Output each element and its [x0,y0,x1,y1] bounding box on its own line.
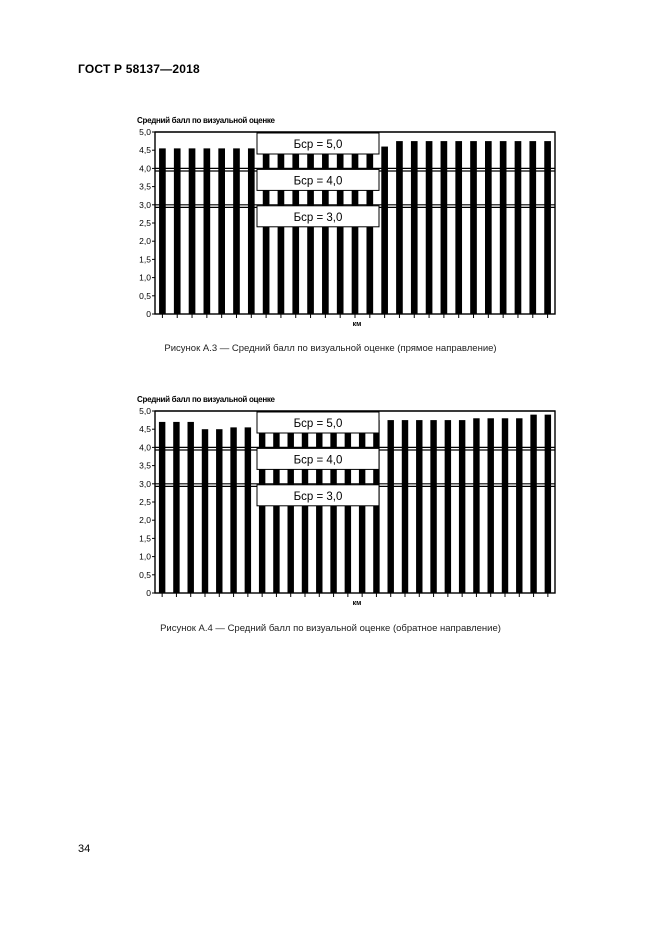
reference-label: Бср = 5,0 [293,139,343,151]
bar [359,420,365,593]
bar [544,141,551,314]
y-tick-label: 4,0 [139,442,151,453]
document-header: ГОСТ Р 58137—2018 [78,62,200,76]
bar [233,148,240,314]
reference-label: Бср = 3,0 [293,490,343,503]
y-tick-label: 3,0 [139,199,151,210]
y-tick-label: 2,5 [139,497,151,507]
bar [396,141,403,314]
bar [174,148,181,314]
chart-title: Средний балл по визуальной оценке [137,116,275,125]
bar [473,418,479,593]
y-tick-label: 1,5 [139,254,151,265]
bar [202,429,208,593]
bar [189,148,196,314]
chart-figure-a4 [130,391,570,607]
y-tick-label: 4,0 [139,163,151,174]
y-tick-label: 0 [146,588,151,598]
bar [488,418,494,593]
y-tick-label: 5,0 [139,127,151,137]
bar [204,148,211,314]
bar [411,141,418,314]
bar [430,420,436,593]
y-tick-label: 0 [146,309,151,319]
chart-title: Средний балл по визуальной оценке [137,395,275,404]
bar [402,420,408,593]
bar [248,148,255,314]
y-tick-label: 0,5 [139,290,151,301]
bar [530,415,536,593]
y-tick-label: 4,5 [139,145,151,156]
y-tick-label: 1,5 [139,533,151,544]
y-tick-label: 2,0 [139,515,151,526]
bar [218,148,225,314]
y-tick-label: 0,5 [139,569,151,580]
bar [516,418,522,593]
y-tick-label: 5,0 [139,406,151,416]
bar [381,147,388,314]
x-axis-label: км [352,600,362,607]
bar [485,141,492,314]
bar [159,148,166,314]
page-number: 34 [78,843,91,855]
reference-label: Бср = 5,0 [293,418,343,430]
bar [455,141,462,314]
bar [416,420,422,593]
bar [500,141,507,314]
x-axis-label: км [352,321,362,328]
figure-caption-a3: Рисунок А.3 — Средний балл по визуальной оценке (прямое направление) [164,343,497,354]
bar [388,420,394,593]
y-tick-label: 1,0 [139,272,151,283]
y-tick-label: 3,0 [139,478,151,489]
bar [230,427,236,593]
y-tick-label: 2,5 [139,218,151,228]
bar [373,420,379,593]
y-tick-label: 3,5 [139,460,151,471]
figure-caption-a4: Рисунок А.4 — Средний балл по визуальной оценке (обратное направление) [160,623,501,634]
y-tick-label: 3,5 [139,181,151,192]
bar [426,141,433,314]
reference-label: Бср = 4,0 [293,454,343,467]
bar [445,420,451,593]
reference-label: Бср = 4,0 [293,175,343,188]
chart-figure-a3 [130,112,570,328]
y-tick-label: 2,0 [139,236,151,247]
bar [515,141,522,314]
bar [545,415,551,593]
bar [470,141,477,314]
bar [216,429,222,593]
bar [459,420,465,593]
y-tick-label: 1,0 [139,551,151,562]
bar [529,141,536,314]
bar [502,418,508,593]
bar [441,141,448,314]
bar [245,427,251,593]
y-tick-label: 4,5 [139,424,151,435]
reference-label: Бср = 3,0 [293,211,343,224]
